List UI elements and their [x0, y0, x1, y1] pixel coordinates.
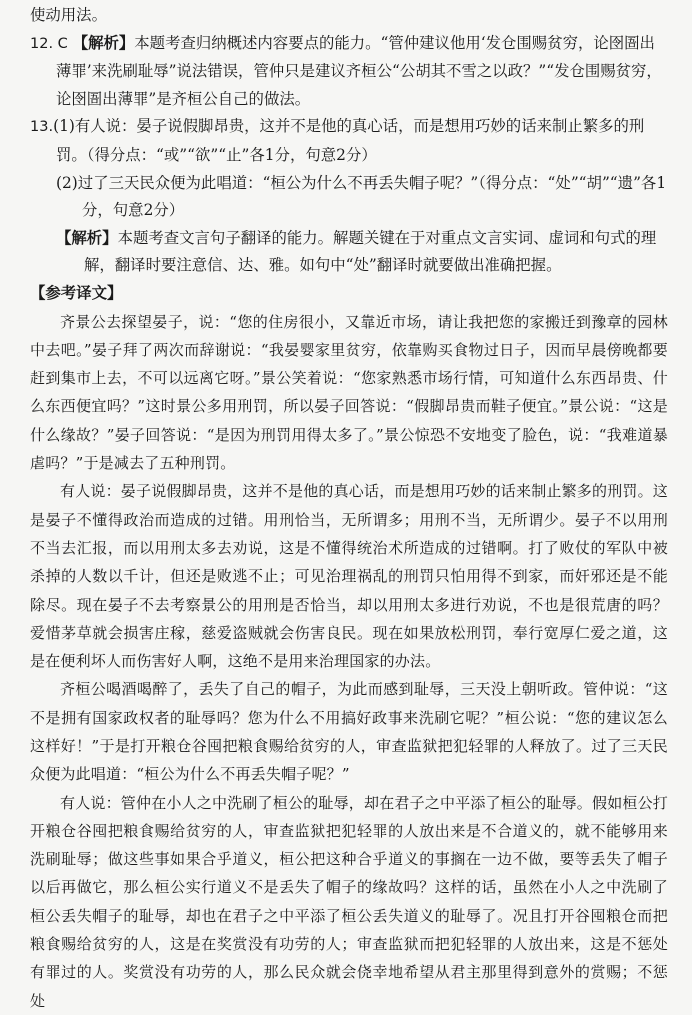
- answer-13-part-1: [30, 113, 668, 169]
- answer-12-jiexi-tag: 【解析】: [72, 33, 135, 52]
- answer-12: [30, 30, 668, 114]
- translation-paragraph: 有人说：管仲在小人之中洗刷了桓公的耻辱，却在君子之中平添了桓公的耻辱。假如桓公打开粮仓谷囤把粮食赐给贫穷的人，审查监狱把犯轻罪的人放出来是不合道义的，就不能够用来洗刷耻辱；做这些事如果合乎道义，桓公把这种合乎道义的事搁在一边不做，要等丢失了帽子以后再做它，那么桓公实行道义不是丢失了帽子的缘故吗？这样的话，虽然在小人之中洗刷了桓公丢失帽子的耻辱，却也在君子之中平添了桓公丢失道义的耻辱了。况且打开谷囤粮仓而把粮食赐给贫穷的人，这是在奖赏没有功劳的人；审查监狱而把犯轻罪的人放出来，这是不惩处有罪过的人。奖赏没有功劳的人，那么民众就会侥幸地希望从君主那里得到意外的赏赐；不惩处: [30, 793, 669, 1010]
- answer-13-number: 13.: [30, 119, 54, 136]
- answer-13-jiexi-tag: 【解析】: [56, 228, 118, 247]
- reference-translation-heading: 【参考译文】: [30, 283, 123, 302]
- answer-13-part-1-text: (1)有人说：晏子说假脚昂贵，这并不是他的真心话，而是想用巧妙的话来制止繁多的刑罚。（得分点：“或”“欲”“止”各1分，句意2分）: [53, 117, 645, 164]
- translation-paragraph: 齐桓公喝酒喝醉了，丢失了自己的帽子，为此而感到耻辱，三天没上朝听政。管仲说：“这不是拥有国家政权者的耻辱吗？您为什么不用搞好政事来洗刷它呢？”桓公说：“您的建议怎么这样好！”于是打开粮仓谷囤把粮食赐给贫穷的人，审查监狱把犯轻罪的人释放了。过了三天民众便为此唱道：“桓公为什么不再丢失帽子呢？”: [30, 680, 668, 784]
- translation-paragraph: 齐景公去探望晏子，说：“您的住房很小，又靠近市场，请让我把您的家搬迁到豫章的园林中去吧。”晏子拜了两次而辞谢说：“我晏婴家里贫穷，依靠购买食物过日子，因而早晨傍晚都要赶到集市上去，不可以远离它呀。”景公笑着说：“您家熟悉市场行情，可知道什么东西昂贵、什么东西便宜吗？”这时景公多用刑罚，所以晏子回答说：“假脚昂贵而鞋子便宜。”景公说：“这是什么缘故？”晏子回答说：“是因为刑罚用得太多了。”景公惊恐不安地变了脸色，说：“我难道暴虐吗？”于是减去了五种刑罚。: [30, 312, 668, 473]
- answer-13-jiexi: [56, 225, 668, 280]
- answer-12-text: 本题考查归纳概述内容要点的能力。“管仲建议他用‘发仓围赐贫穷，论囹圄出薄罪’来洗刷耻辱”说法错误，管仲只是建议齐桓公“公胡其不雪之以政？”“发仓围赐贫穷，论囹圄出薄罪”是齐桓公自己的做法。: [56, 33, 662, 108]
- continuation-line: 使动用法。: [30, 6, 107, 24]
- answer-12-number: 12. C: [30, 35, 68, 52]
- answer-13-jiexi-text: 本题考查文言句子翻译的能力。解题关键在于对重点文言实词、虚词和句式的理解，翻译时要注意信、达、雅。如句中“处”翻译时就要做出准确把握。: [84, 228, 657, 275]
- translation-paragraph: 有人说：晏子说假脚昂贵，这并不是他的真心话，而是想用巧妙的话来制止繁多的刑罚。这是晏子不懂得政治而造成的过错。用刑恰当，无所谓多；用刑不当，无所谓少。晏子不以用刑不当去汇报，而以用刑太多去劝说，这是不懂得统治术所造成的过错啊。打了败仗的军队中被杀掉的人数以千计，但还是败逃不止；可见治理祸乱的刑罚只怕用得不到家，而奸邪还是不能除尽。现在晏子不去考察景公的用刑是否恰当，却以用刑太多进行劝说，不也是很荒唐的吗？爱惜茅草就会损害庄稼，慈爱盗贼就会伤害良民。现在如果放松刑罚，奉行宽厚仁爱之道，这是在便利坏人而伤害好人啊，这绝不是用来治理国家的办法。: [30, 482, 669, 671]
- answer-13-part-2: (2)过了三天民众便为此唱道：“桓公为什么不再丢失帽子呢？”（得分点：“处”“胡”“遗”各1分，句意2分）: [56, 173, 667, 220]
